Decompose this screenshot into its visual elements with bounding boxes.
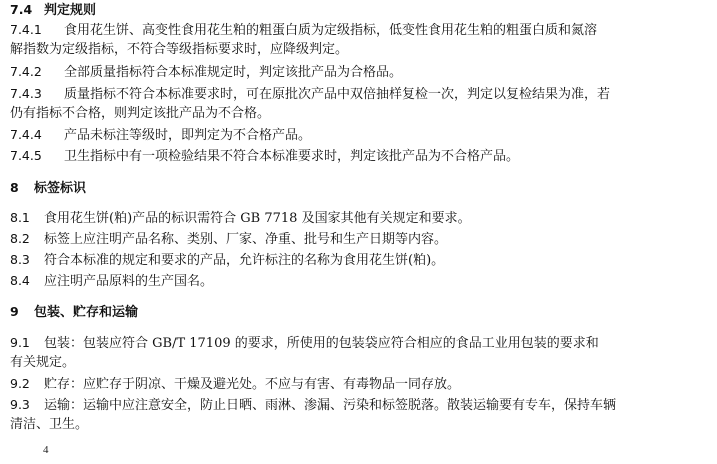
clause-number: 7.4.1 [10,22,42,37]
clause-number: 7.4.2 [10,64,42,79]
clause-7-4-1-continued [10,42,348,58]
clause-number: 9.3 [10,397,30,412]
section-heading-9 [10,304,138,321]
section-title: 标签标识 [34,181,87,196]
clause-text: 食用花生饼(粕)产品的标识需符合 GB 7718 及国家其他有关规定和要求。 [44,211,471,226]
clause-text: 清洁、卫生。 [10,417,89,432]
clause-7-4-3 [10,86,610,103]
clause-8-2 [10,231,447,248]
clause-7-4-3-continued [10,106,270,122]
clause-text: 解指数为定级指标，不符合等级指标要求时，应降级判定。 [10,42,349,57]
clause-7-4-4 [10,127,311,144]
clause-number: 8.4 [10,273,30,288]
clause-9-3 [10,397,616,414]
section-number: 8 [10,180,19,195]
clause-8-4 [10,273,213,290]
clause-number: 7.4.5 [10,148,42,163]
clause-8-1 [10,210,471,227]
clause-text: 标签上应注明产品名称、类别、厂家、净重、批号和生产日期等内容。 [44,232,448,247]
clause-9-3-continued [10,417,88,433]
clause-number: 9.1 [10,335,30,350]
clause-7-4-5 [10,148,519,165]
clause-text: 卫生指标中有一项检验结果不符合本标准要求时，判定该批产品为不合格产品。 [64,149,520,164]
clause-text: 食用花生饼、高变性食用花生粕的粗蛋白质为定级指标，低变性食用花生粕的粗蛋白质和氮溶 [64,23,598,38]
clause-text: 产品未标注等级时，即判定为不合格产品。 [64,128,312,143]
page-number: 4 [43,444,49,456]
section-heading-7-4 [10,2,96,19]
clause-9-2 [10,376,460,393]
clause-number: 8.3 [10,252,30,267]
clause-text: 质量指标不符合本标准要求时，可在原批次产品中双倍抽样复检一次，判定以复检结果为准，若 [64,87,611,102]
section-number: 7.4 [10,2,33,17]
section-number: 9 [10,304,19,319]
clause-number: 7.4.3 [10,86,42,101]
clause-number: 8.1 [10,210,30,225]
clause-text: 应注明产品原料的生产国名。 [44,274,214,289]
clause-7-4-2 [10,64,402,81]
clause-text: 仍有指标不合格，则判定该批产品为不合格。 [10,106,271,121]
clause-text: 有关规定。 [10,355,76,370]
clause-text: 贮存：应贮存于阴凉、干燥及避光处。不应与有害、有毒物品一同存放。 [44,377,461,392]
clause-9-1 [10,335,599,352]
clause-number: 8.2 [10,231,30,246]
clause-number: 7.4.4 [10,127,42,142]
clause-7-4-1 [10,22,597,39]
clause-9-1-continued [10,355,75,371]
clause-number: 9.2 [10,376,30,391]
clause-text: 符合本标准的规定和要求的产品，允许标注的名称为食用花生饼(粕)。 [44,253,445,268]
clause-text: 包装：包装应符合 GB/T 17109 的要求，所使用的包装袋应符合相应的食品工业用包装的要求和 [44,336,599,351]
section-heading-8 [10,180,86,197]
clause-text: 运输：运输中应注意安全，防止日晒、雨淋、渗漏、污染和标签脱落。散装运输要有专车，保持车辆 [44,398,617,413]
section-title: 判定规则 [44,3,97,18]
clause-text: 全部质量指标符合本标准规定时，判定该批产品为合格品。 [64,65,403,80]
section-title: 包装、贮存和运输 [34,305,139,320]
clause-8-3 [10,252,444,269]
